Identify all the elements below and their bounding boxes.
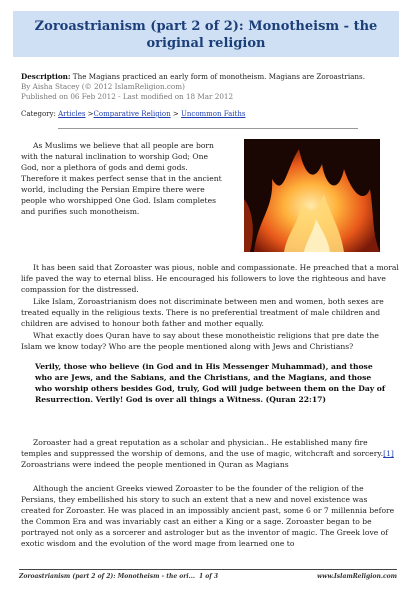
fire-flame-image — [244, 139, 380, 252]
divider — [58, 128, 358, 129]
paragraph-6 — [21, 483, 399, 549]
paragraph-text: Like Islam, Zoroastrianism does not discriminate between men and women, both sexes are treated equally in the religious texts. There is no preferential treatment of male children and children are advised to honour both father and mother equally. — [21, 297, 384, 328]
paragraph-text: As Muslims we believe that all people are born with the natural inclination to worship God; One God, nor a plethora of gods and demi gods. Therefore it makes perfect sense that in the ancient world, including the Persian Empire there were people who worshipped One God. Islam completes and purifies such monotheism. — [21, 141, 222, 216]
paragraph-3 — [21, 296, 399, 329]
published-date: Published on 06 Feb 2012 - Last modified on 18 Mar 2012 — [21, 92, 234, 101]
paragraph-5 — [21, 437, 399, 470]
breadcrumb-separator: > — [172, 110, 179, 118]
byline: By Aisha Stacey (© 2012 IslamReligion.com) — [21, 82, 185, 91]
category-breadcrumb — [21, 110, 245, 118]
footer-divider — [19, 569, 397, 570]
description — [21, 72, 401, 82]
paragraph-text-part: Zoroastrians were indeed the people mentioned in Quran as Magians — [21, 460, 289, 469]
category-link-comparative-religion[interactable]: Comparative Religion — [93, 110, 171, 118]
page-number: 1 of 3 — [199, 573, 219, 580]
footer-title: Zoroastrianism (part 2 of 2): Monotheism - the ori... — [19, 573, 195, 580]
description-label: Description: — [21, 72, 71, 81]
paragraph-text-part: Zoroaster had a great reputation as a scholar and physician.. He established many fire temples and suppressed the worship of demons, and the use of magic, witchcraft and sorcery. — [21, 438, 384, 458]
footer-site: www.IslamReligion.com — [317, 573, 397, 580]
quran-quote: Verily, those who believe (in God and in His Messenger Muhammad), and those who are Jews, and the Sabians, and the Christians, and the Magians, and those who worship others besides God, truly, God will judge between them on the Day of Resurrection. Verily! God is over all things a Witness. (Quran 22:17) — [35, 362, 386, 404]
paragraph-text: Although the ancient Greeks viewed Zoroaster to be the founder of the religion of the Persians, they embellished his story to such an extent that a new and novel existence was created for Zoroaster. He was placed in an impossibly ancient past, some 6 or 7 millennia before the Common Era and was invariably cast an either a King or a sage. Zoroaster began to be portrayed not only as a sorcerer and astrologer but as the inventor of magic. The Greek love of exotic wisdom and the evolution of the word mage from learned one to — [21, 484, 395, 548]
paragraph-text: What exactly does Quran have to say about these monotheistic religions that pre date the Islam we know today? Who are the people mentioned along with Jews and Christians? — [21, 331, 379, 351]
footnote-link[interactable]: [1] — [383, 449, 394, 458]
breadcrumb-separator: > — [87, 110, 94, 118]
paragraph-4 — [21, 330, 399, 352]
description-text: The Magians practiced an early form of monotheism. Magians are Zoroastrians. — [72, 72, 366, 81]
category-link-uncommon-faiths[interactable]: Uncommon Faiths — [180, 110, 246, 118]
article-meta — [21, 72, 401, 102]
paragraph-text: It has been said that Zoroaster was pious, noble and compassionate. He preached that a moral life paved the way to eternal bliss. He encouraged his followers to love the righteous and have compassion for the distressed. — [21, 263, 399, 294]
paragraph-1 — [21, 140, 227, 217]
category-label: Category: — [21, 110, 56, 118]
title-banner — [13, 11, 399, 57]
category-link-articles[interactable]: Articles — [58, 110, 86, 118]
paragraph-text — [21, 437, 399, 470]
paragraph-2 — [21, 262, 399, 295]
page-title: Zoroastrianism (part 2 of 2): Monotheism - the original religion — [34, 19, 378, 51]
